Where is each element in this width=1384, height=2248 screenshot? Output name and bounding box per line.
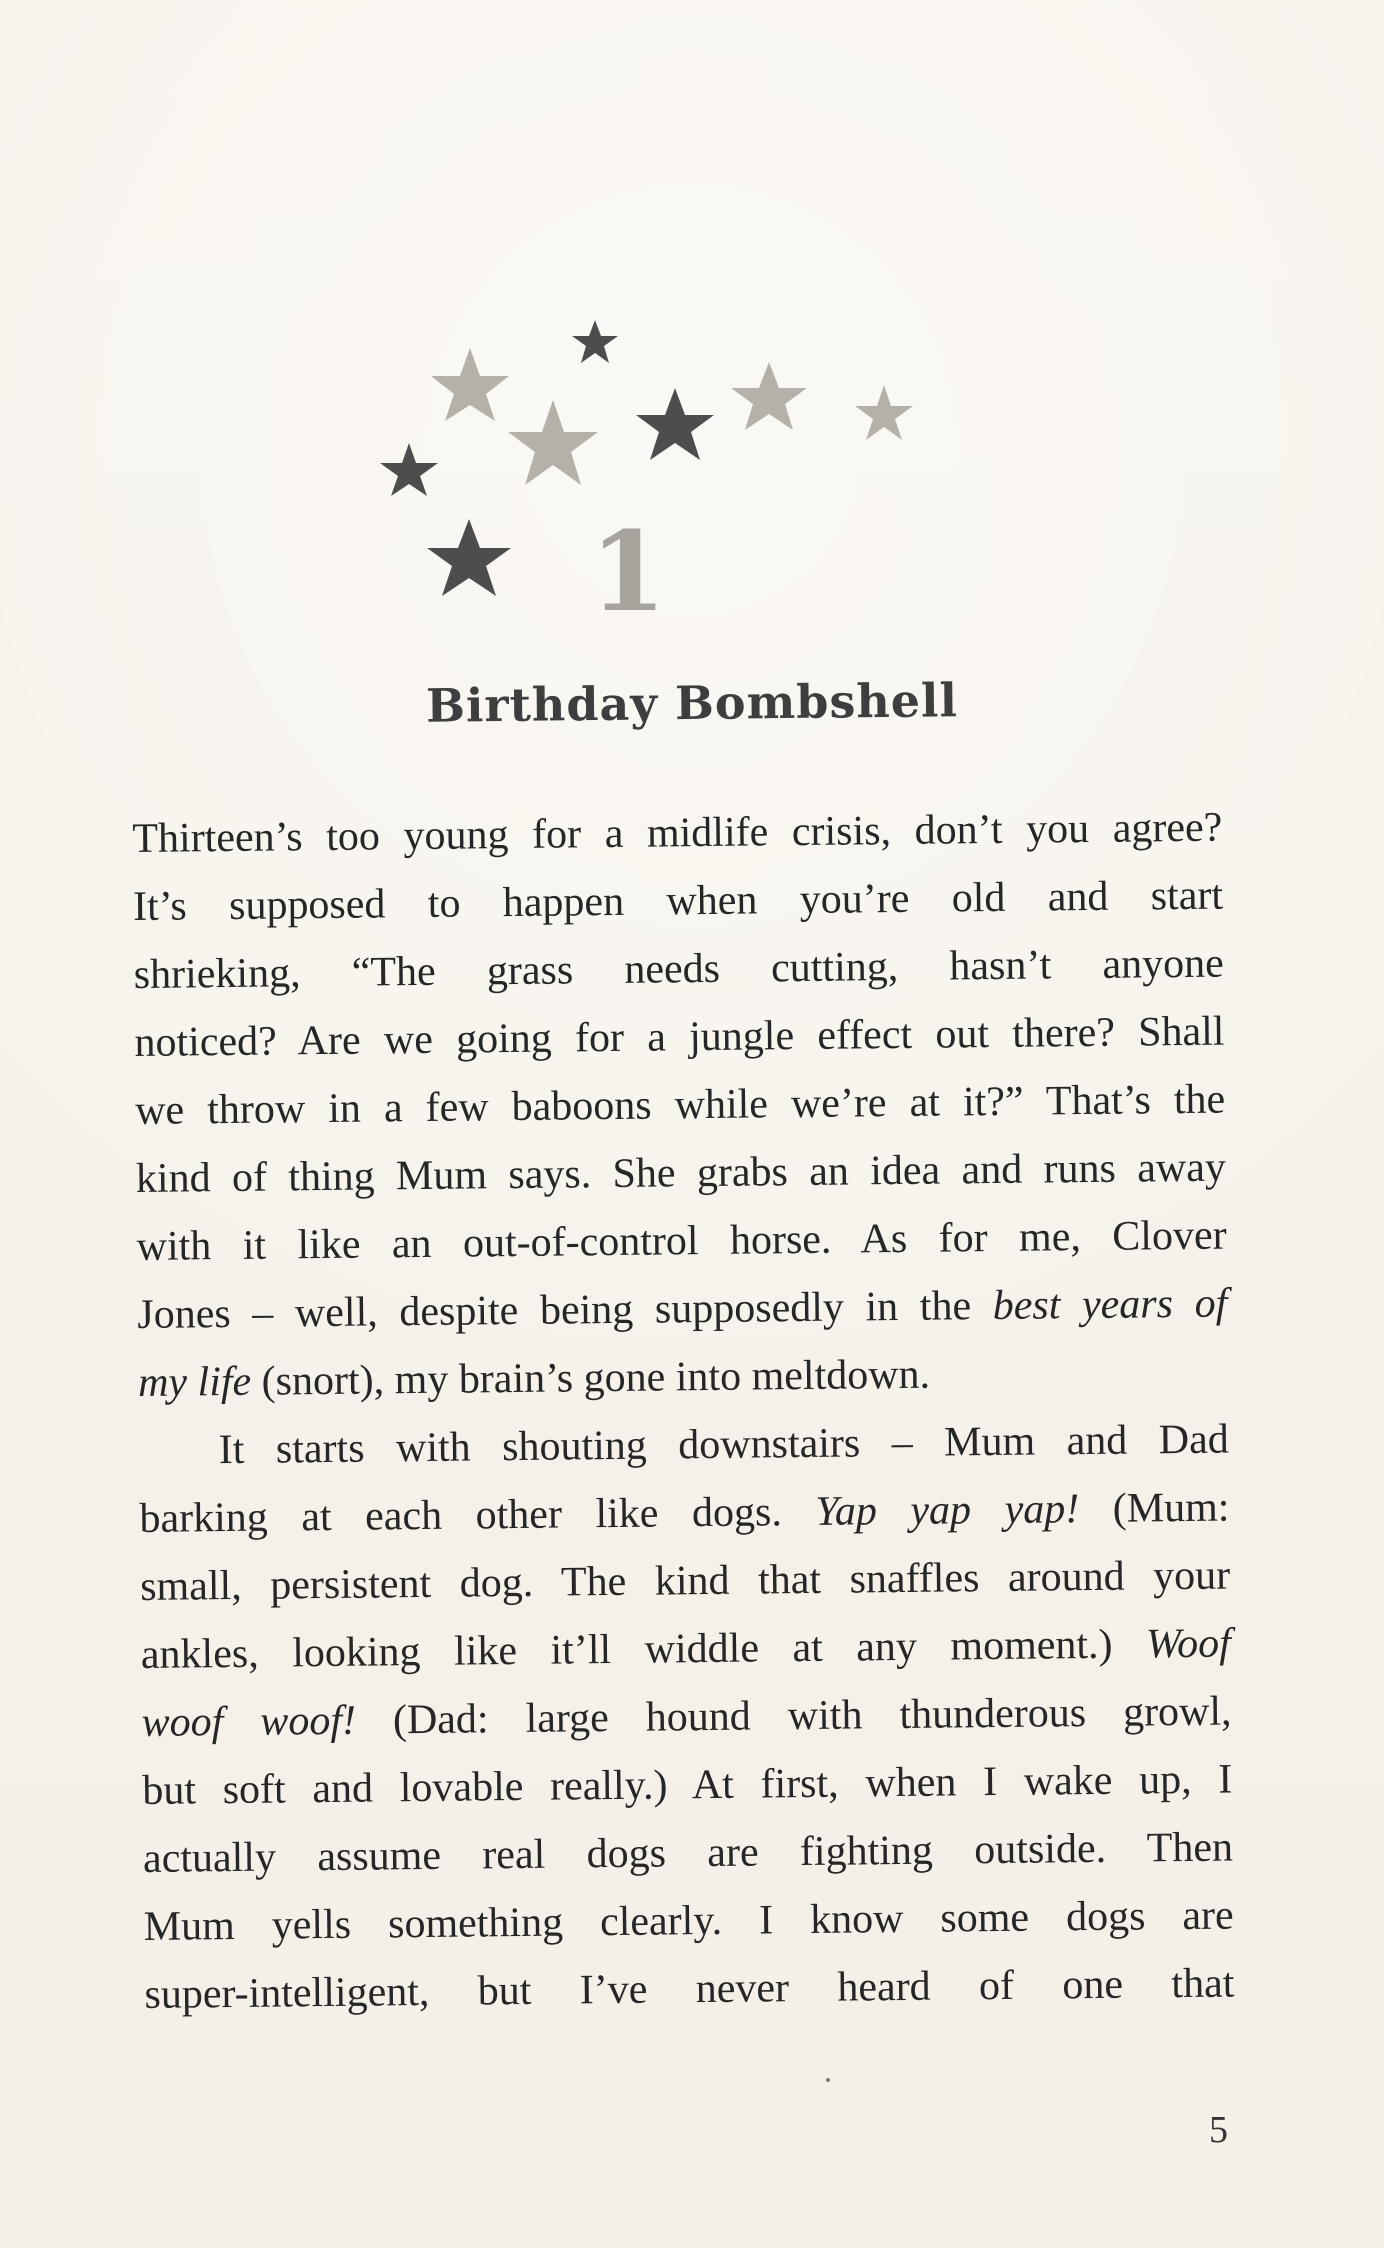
text-line: noticed? Are we going for a jungle effect out there? Shall (134, 1008, 1225, 1066)
star-icon (508, 400, 598, 485)
text-line: with it like an out-of-control horse. As for me, Clover (136, 1212, 1227, 1270)
text-line: Thirteen’s too young for a midlife crisis, don’t you agree? (132, 804, 1223, 862)
star-icon (572, 320, 618, 363)
print-speck (826, 2078, 830, 2082)
star-icon (508, 400, 598, 485)
italic-text-segment: Yap yap yap! (815, 1486, 1080, 1535)
italic-text-segment: woof woof! (141, 1697, 357, 1746)
text-line: small, persistent dog. The kind that snaffles around your (139, 1552, 1231, 1610)
star-icon (427, 519, 511, 596)
chapter-title: Birthday Bombshell (425, 673, 959, 733)
text-line (138, 1338, 1229, 1417)
text-line: kind of thing Mum says. She grabs an idea and runs away (135, 1144, 1227, 1202)
text-segment: Jones – well, despite being supposedly in the (137, 1283, 993, 1338)
text-line (141, 1610, 1232, 1689)
text-segment: (Dad: large hound with thunderous growl, (355, 1688, 1232, 1744)
text-line: super-intelligent, but I’ve never heard of one that (144, 1960, 1235, 2018)
text-line (137, 1270, 1228, 1349)
italic-text-segment: my life (137, 1358, 252, 1406)
text-segment: barking at each other like dogs. (139, 1488, 816, 1542)
star-icon (572, 320, 618, 363)
star-icon (431, 348, 509, 421)
text-line: we throw in a few baboons while we’re at it?” That’s the (134, 1076, 1226, 1134)
text-line: actually assume real dogs are fighting outside. Then (142, 1824, 1234, 1882)
italic-text-segment: best years of (992, 1280, 1228, 1330)
chapter-ornament (360, 320, 980, 640)
chapter-body (132, 794, 1235, 2029)
text-segment: (Mum: (1078, 1484, 1230, 1533)
text-line: It starts with shouting downstairs – Mum and Dad (218, 1416, 1229, 1474)
text-line: It’s supposed to happen when you’re old and start (132, 872, 1224, 930)
text-line (139, 1474, 1230, 1553)
chapter-number: 1 (589, 507, 667, 636)
text-line: shrieking, “The grass needs cutting, hasn’t anyone (133, 940, 1224, 998)
text-line (141, 1678, 1232, 1757)
star-icon (427, 519, 511, 596)
star-icon (380, 443, 438, 496)
star-icon (636, 388, 714, 460)
text-line: Mum yells something clearly. I know some dogs are (143, 1892, 1234, 1950)
text-segment: (snort), my brain’s gone into meltdown. (250, 1351, 931, 1405)
text-segment: ankles, looking like it’ll widdle at any moment.) (140, 1621, 1147, 1678)
stars-icon (360, 320, 980, 640)
star-icon (731, 362, 807, 430)
italic-text-segment: Woof (1145, 1620, 1232, 1668)
star-icon (855, 385, 913, 440)
star-icon (636, 388, 714, 460)
star-icon (431, 348, 509, 421)
star-icon (855, 385, 913, 440)
page-number: 5 (1209, 2109, 1228, 2151)
star-icon (731, 362, 807, 430)
text-line: but soft and lovable really.) At first, when I wake up, I (142, 1756, 1233, 1814)
star-icon (380, 443, 438, 496)
